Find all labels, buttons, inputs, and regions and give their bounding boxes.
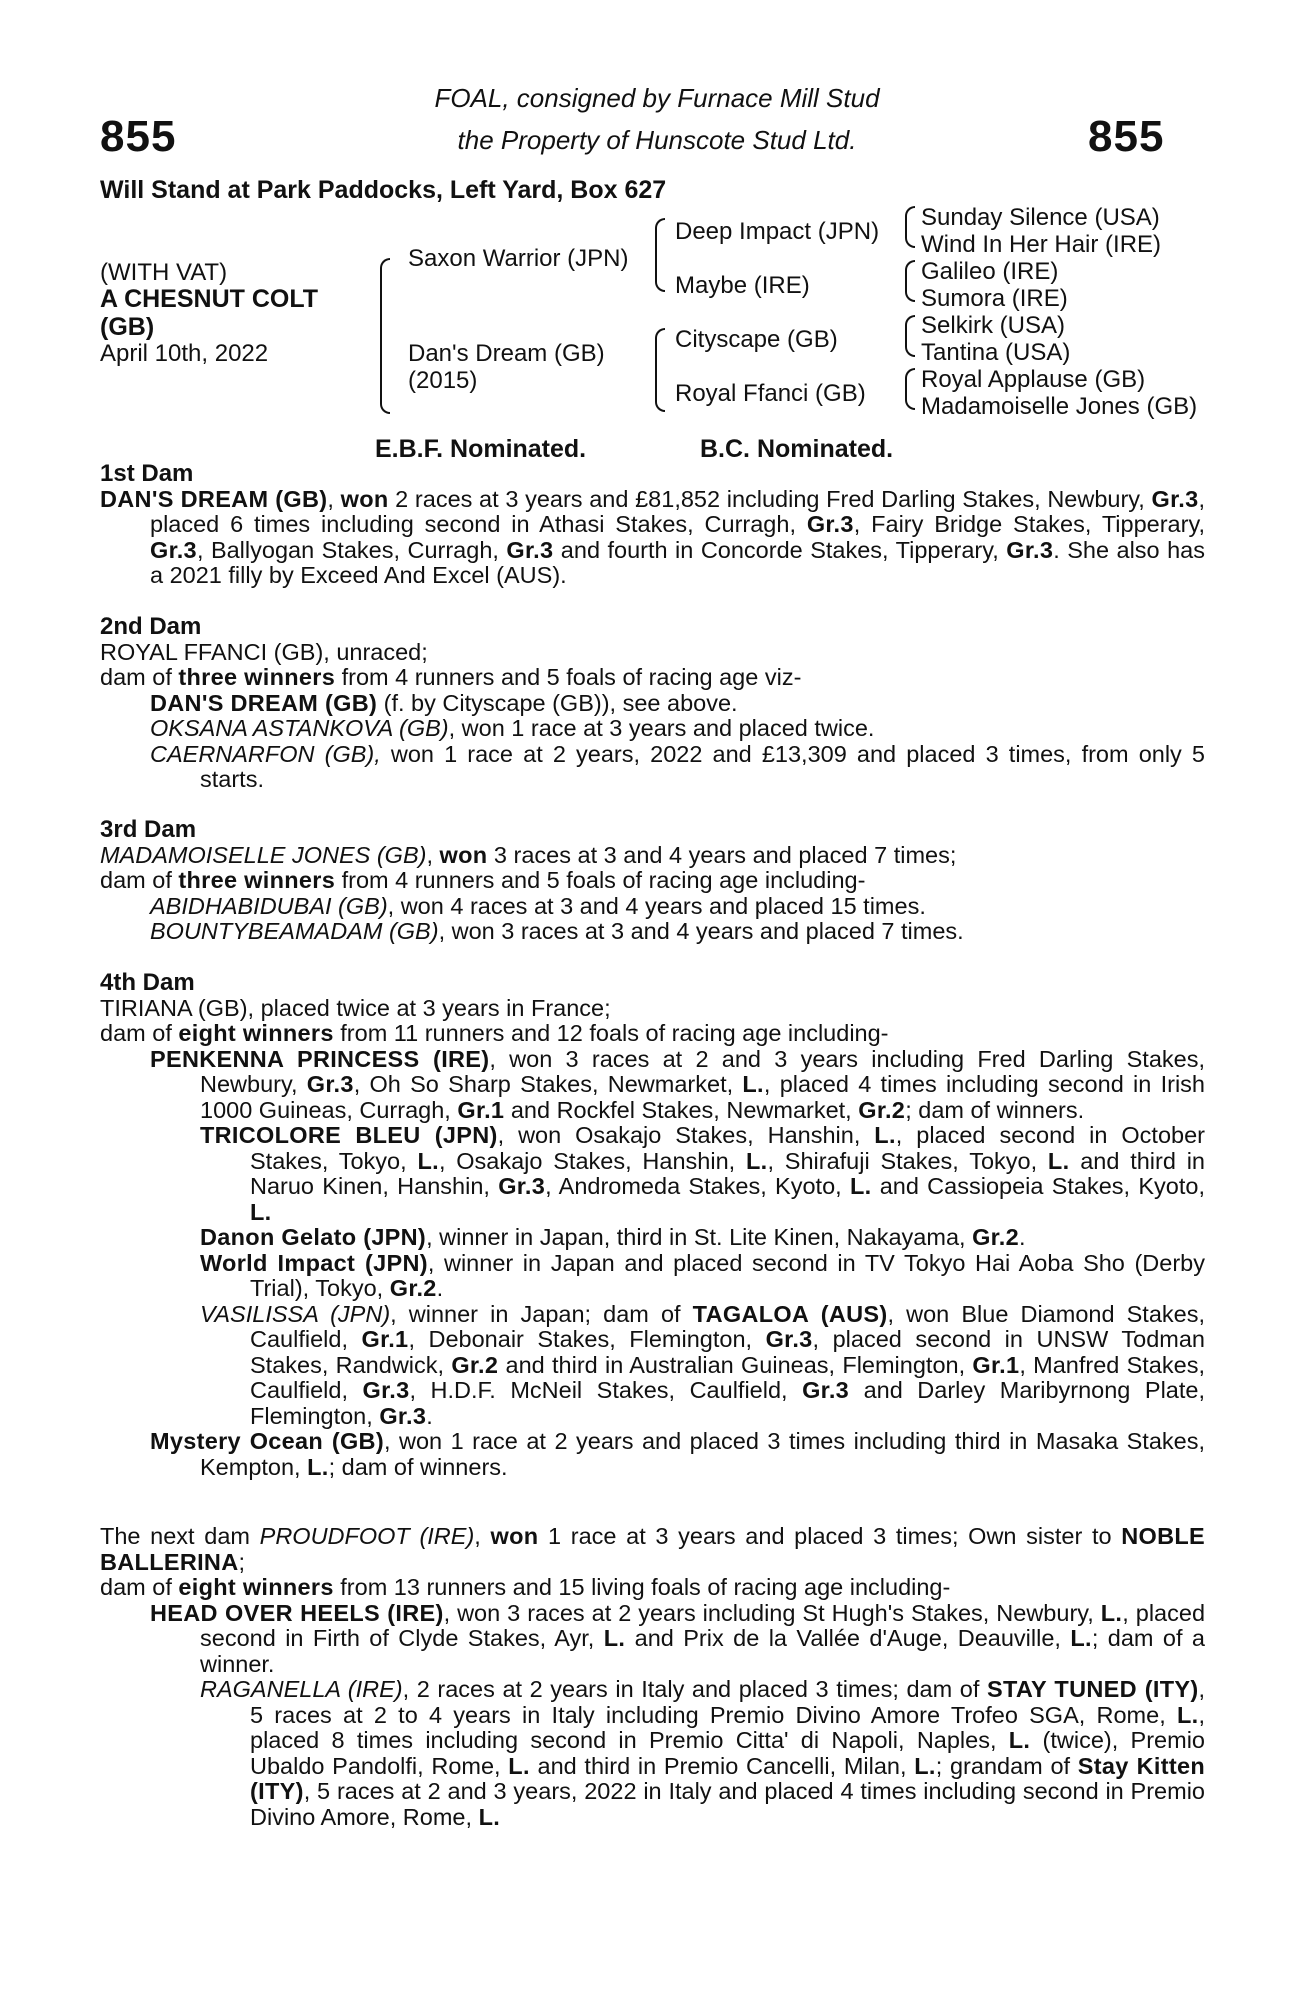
pedigree-sire: Saxon Warrior (JPN) xyxy=(408,245,629,272)
second-dam-produce: dam of three winners from 4 runners and 5 foals of racing age viz- xyxy=(100,664,802,690)
pedigree-dds: Royal Applause (GB) xyxy=(921,366,1146,393)
second-dam-heading: 2nd Dam xyxy=(100,613,202,640)
ebf-nominated: E.B.F. Nominated. xyxy=(375,435,587,463)
stabling-info: Will Stand at Park Paddocks, Left Yard, Box 627 xyxy=(100,176,667,204)
lot-dob: April 10th, 2022 xyxy=(100,340,269,367)
lot-number-right: 855 xyxy=(1088,112,1165,161)
bracket-ds xyxy=(905,315,915,357)
pedigree-dam-sire: Cityscape (GB) xyxy=(675,326,838,353)
pedigree-sdd: Sumora (IRE) xyxy=(921,285,1068,312)
produce-raganella: RAGANELLA (IRE), 2 races at 2 years in Italy and placed 3 times; dam of STAY TUNED (ITY), 5 races at 2 to 4 years in Italy including Premio Divino Amore Trofeo SGA, Rome, L., placed 8 times including second in Premio Citta' di Napoli, Naples, L. (twice), Premio Ubaldo Pandolfi, Rome, L. and third in Premio Cancelli, Milan, L.; grandam of Stay Kitten (ITY), 5 races at 2 and 3 years, 2022 in Italy and placed 4 times including second in Premio Divino Amore, Rome, L. xyxy=(200,1676,1205,1830)
produce-penkenna: PENKENNA PRINCESS (IRE), won 3 races at 2 and 3 years including Fred Darling Stakes, Newbury, Gr.3, Oh So Sharp Stakes, Newmarket, L., placed 4 times including second in Irish 1000 Guineas, Curragh, Gr.1 and Rockfel Stakes, Newmarket, Gr.2; dam of winners. xyxy=(150,1045,1205,1123)
consignor-line-2: the Property of Hunscote Stud Ltd. xyxy=(457,125,857,155)
fourth-dam-text: TIRIANA (GB), placed twice at 3 years in France; xyxy=(100,994,611,1021)
bc-nominated: B.C. Nominated. xyxy=(700,435,894,463)
produce-dans-dream: DAN'S DREAM (GB) (f. by Cityscape (GB)), see above. xyxy=(150,689,738,716)
second-dam-text: ROYAL FFANCI (GB), unraced; xyxy=(100,638,428,665)
pedigree-sds: Galileo (IRE) xyxy=(921,258,1059,285)
vat-label: (WITH VAT) xyxy=(100,259,228,286)
third-dam-text: MADAMOISELLE JONES (GB), won 3 races at 3 and 4 years and placed 7 times; xyxy=(100,841,957,868)
pedigree-dam: Dan's Dream (GB) xyxy=(408,340,605,367)
third-dam-section xyxy=(100,817,1205,945)
third-dam-produce: dam of three winners from 4 runners and 5 foals of racing age including- xyxy=(100,867,866,893)
pedigree-sire-sire: Deep Impact (JPN) xyxy=(675,218,880,245)
pedigree-ddd: Madamoiselle Jones (GB) xyxy=(921,393,1198,420)
consignor-line-1: FOAL, consigned by Furnace Mill Stud xyxy=(434,83,880,113)
produce-world-impact: World Impact (JPN), winner in Japan and placed second in TV Tokyo Hai Aoba Sho (Derby Trial), Tokyo, Gr.2. xyxy=(200,1249,1205,1301)
produce-vasilissa: VASILISSA (JPN), winner in Japan; dam of TAGALOA (AUS), won Blue Diamond Stakes, Caulfield, Gr.1, Debonair Stakes, Flemington, Gr.3, placed second in UNSW Todman Stakes, Randwick, Gr.2 and third in Australian Guineas, Flemington, Gr.1, Manfred Stakes, Caulfield, Gr.3, H.D.F. McNeil Stakes, Caulfield, Gr.3 and Darley Maribyrnong Plate, Flemington, Gr.3. xyxy=(200,1300,1205,1429)
fourth-dam-heading: 4th Dam xyxy=(100,969,195,996)
lot-country: (GB) xyxy=(100,313,155,341)
bracket-ss xyxy=(905,206,915,248)
produce-mystery-ocean: Mystery Ocean (GB), won 1 race at 2 years and placed 3 times including third in Masaka Stakes, Kempton, L.; dam of winners. xyxy=(150,1428,1206,1480)
lot-name: A CHESNUT COLT xyxy=(100,285,319,313)
pedigree-dsd: Tantina (USA) xyxy=(921,339,1071,366)
produce-oksana: OKSANA ASTANKOVA (GB), won 1 race at 3 years and placed twice. xyxy=(150,715,875,741)
bracket-dam xyxy=(655,328,665,412)
produce-bountybeamadam: BOUNTYBEAMADAM (GB), won 3 races at 3 and 4 years and placed 7 times. xyxy=(150,918,964,944)
bracket-sd xyxy=(905,260,915,302)
bracket-sire xyxy=(655,218,665,292)
produce-danon-gelato: Danon Gelato (JPN), winner in Japan, third in St. Lite Kinen, Nakayama, Gr.2. xyxy=(200,1224,1026,1250)
pedigree-ssd: Wind In Her Hair (IRE) xyxy=(921,231,1162,258)
produce-abidhabidubai: ABIDHABIDUBAI (GB), won 4 races at 3 and 4 years and placed 15 times. xyxy=(150,892,926,919)
bracket-lot xyxy=(380,258,390,414)
pedigree-dam-year: (2015) xyxy=(408,367,478,394)
fourth-dam-section xyxy=(100,970,1205,1480)
next-dam-produce: dam of eight winners from 13 runners and 15 living foals of racing age including- xyxy=(100,1574,951,1600)
pedigree-sss: Sunday Silence (USA) xyxy=(921,204,1160,231)
third-dam-heading: 3rd Dam xyxy=(100,816,197,843)
first-dam-heading: 1st Dam xyxy=(100,460,194,487)
next-dam-text: The next dam PROUDFOOT (IRE), won 1 race at 3 years and placed 3 times; Own sister to NOBLE BALLERINA; xyxy=(100,1523,1206,1575)
lot-number-left: 855 xyxy=(100,112,177,161)
first-dam-section xyxy=(100,461,1205,589)
produce-caernarfon: CAERNARFON (GB), won 1 race at 2 years, 2022 and £13,309 and placed 3 times, from only 5 starts. xyxy=(150,740,1205,792)
second-dam-section xyxy=(100,614,1205,793)
pedigree-sire-dam: Maybe (IRE) xyxy=(675,272,810,299)
pedigree-dss: Selkirk (USA) xyxy=(921,312,1066,339)
pedigree-dam-dam: Royal Ffanci (GB) xyxy=(675,380,866,407)
bracket-dd xyxy=(905,368,915,410)
first-dam-text: DAN'S DREAM (GB), won 2 races at 3 years and £81,852 including Fred Darling Stakes, Newbury, Gr.3, placed 6 times including second in Athasi Stakes, Curragh, Gr.3, Fairy Bridge Stakes, Tipperary, Gr.3, Ballyogan Stakes, Curragh, Gr.3 and fourth in Concorde Stakes, Tipperary, Gr.3. She also has a 2021 filly by Exceed And Excel (AUS). xyxy=(100,485,1205,588)
produce-tricolore: TRICOLORE BLEU (JPN), won Osakajo Stakes, Hanshin, L., placed second in October Stakes, Tokyo, L., Osakajo Stakes, Hanshin, L., Shirafuji Stakes, Tokyo, L. and third in Naruo Kinen, Hanshin, Gr.3, Andromeda Stakes, Kyoto, L. and Cassiopeia Stakes, Kyoto, L. xyxy=(200,1122,1205,1225)
next-dam-section xyxy=(100,1524,1205,1830)
fourth-dam-produce: dam of eight winners from 11 runners and 12 foals of racing age including- xyxy=(100,1020,889,1046)
produce-head-over-heels: HEAD OVER HEELS (IRE), won 3 races at 2 years including St Hugh's Stakes, Newbury, L., placed second in Firth of Clyde Stakes, Ayr, L. and Prix de la Vallée d'Auge, Deauville, L.; dam of a winner. xyxy=(150,1599,1206,1677)
